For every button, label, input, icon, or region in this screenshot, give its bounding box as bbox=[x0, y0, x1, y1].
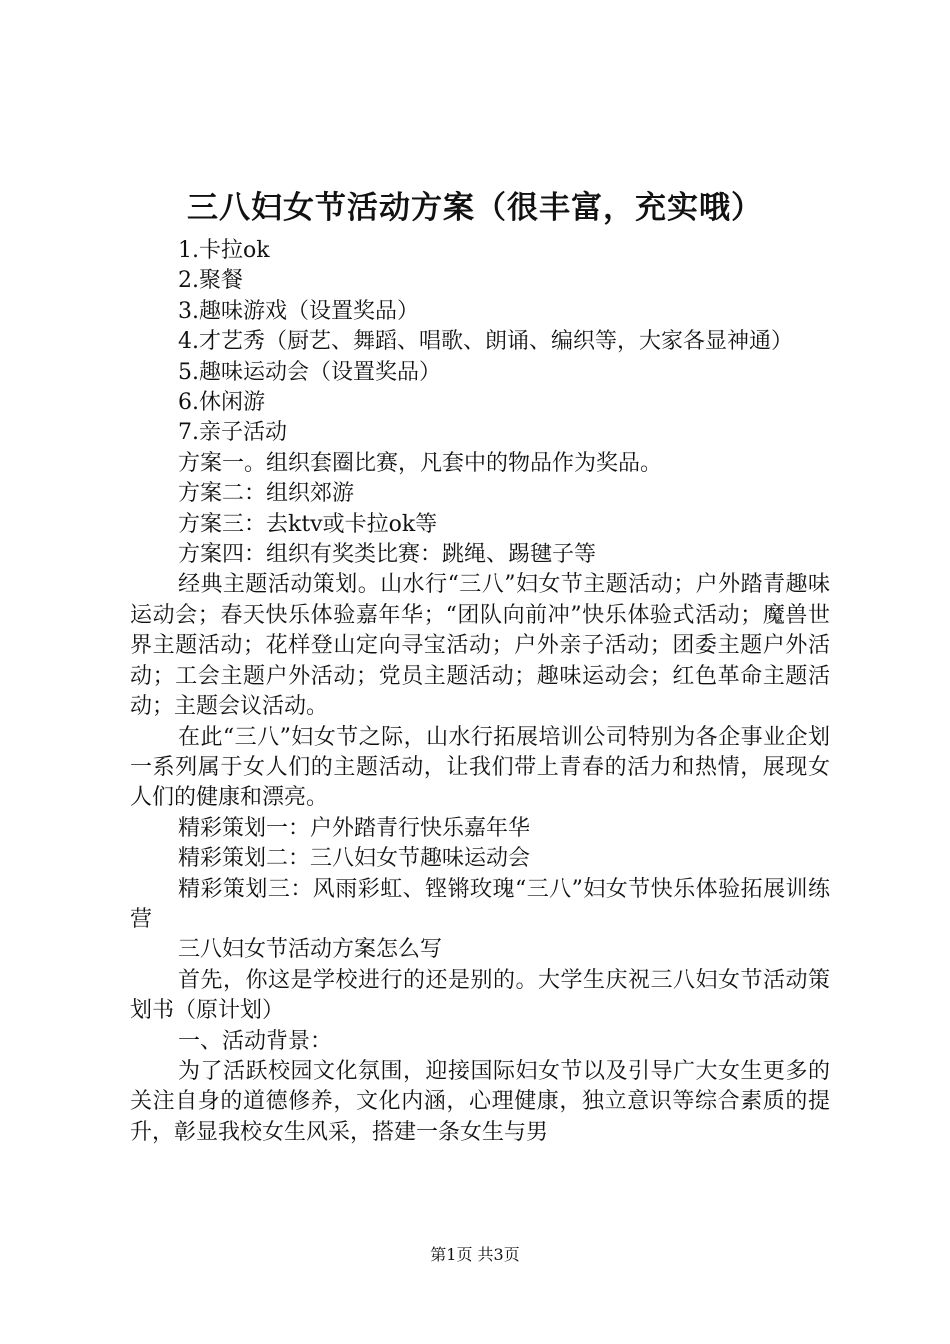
page-number-footer: 第1页 共3页 bbox=[430, 1245, 520, 1264]
paragraph: 方案四：组织有奖类比赛：跳绳、踢毽子等 bbox=[178, 542, 597, 568]
paragraph: 1.卡拉ok bbox=[178, 238, 270, 263]
paragraph: 一、活动背景： bbox=[178, 1028, 333, 1054]
paragraph: 6.休闲游 bbox=[178, 390, 265, 416]
paragraph: 精彩策划三：风雨彩虹、铿锵玫瑰“三八”妇女节快乐体验拓展训练营 bbox=[130, 876, 830, 932]
document-body bbox=[130, 236, 830, 1148]
paragraph: 三八妇女节活动方案怎么写 bbox=[178, 937, 443, 963]
paragraph: 首先，你这是学校进行的还是别的。大学生庆祝三八妇女节活动策划书（原计划） bbox=[130, 967, 830, 1024]
paragraph: 为了活跃校园文化氛围，迎接国际妇女节以及引导广大女生更多的关注自身的道德修养，文化内涵，心理健康，独立意识等综合素质的提升，彰显我校女生风采，搭建一条女生与男 bbox=[130, 1058, 830, 1145]
paragraph: 3.趣味游戏（设置奖品） bbox=[178, 298, 419, 324]
paragraph: 精彩策划二：三八妇女节趣味运动会 bbox=[178, 846, 531, 872]
paragraph: 方案三：去ktv或卡拉ok等 bbox=[178, 511, 438, 537]
paragraph: 4.才艺秀（厨艺、舞蹈、唱歌、朗诵、编织等，大家各显神通） bbox=[178, 329, 793, 355]
paragraph: 7.亲子活动 bbox=[178, 420, 287, 446]
paragraph: 方案一。组织套圈比赛，凡套中的物品作为奖品。 bbox=[178, 450, 663, 476]
paragraph: 精彩策划一：户外踏青行快乐嘉年华 bbox=[178, 815, 531, 841]
document-title: 三八妇女节活动方案（很丰富，充实哦） bbox=[187, 190, 763, 226]
paragraph: 2.聚餐 bbox=[178, 268, 243, 294]
paragraph: 方案二：组织郊游 bbox=[178, 481, 355, 507]
paragraph: 在此“三八”妇女节之际，山水行拓展培训公司特别为各企事业企划一系列属于女人们的主题活动，让我们带上青春的活力和热情，展现女人们的健康和漂亮。 bbox=[130, 724, 830, 811]
paragraph: 经典主题活动策划。山水行“三八”妇女节主题活动；户外踏青趣味运动会；春天快乐体验嘉年华；“团队向前冲”快乐体验式活动；魔兽世界主题活动；花样登山定向寻宝活动；户外亲子活动；团委主题户外活动；工会主题户外活动；党员主题活动；趣味运动会；红色革命主题活动；主题会议活动。 bbox=[130, 572, 830, 720]
paragraph: 5.趣味运动会（设置奖品） bbox=[178, 359, 441, 385]
